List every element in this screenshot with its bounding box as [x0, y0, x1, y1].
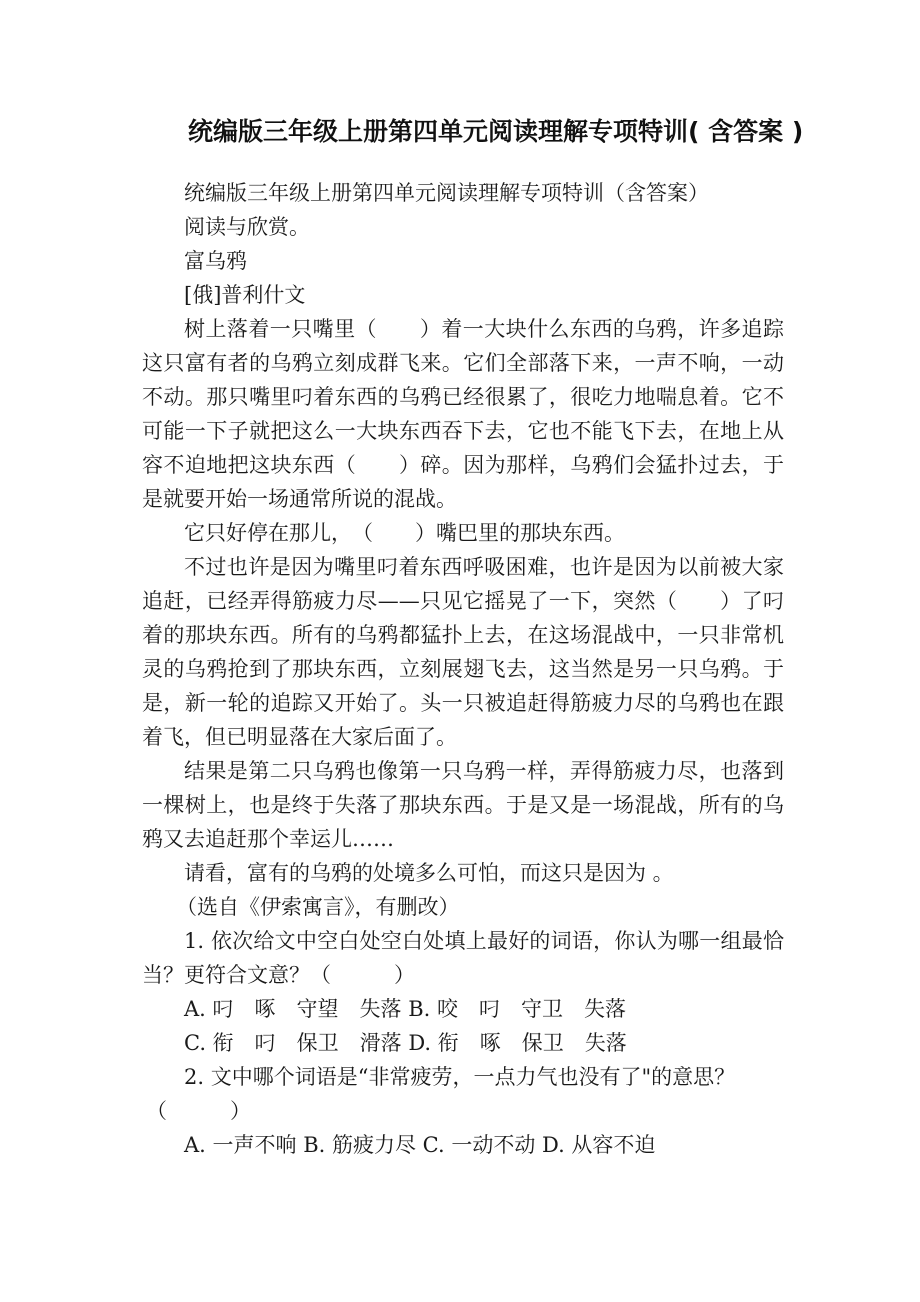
story-paragraph-4: 结果是第二只乌鸦也像第一只乌鸦一样，弄得筋疲力尽，也落到一棵树上，也是终于失落了那块东西。于是又是一场混战，所有的乌鸦又去追赶那个幸运儿……: [142, 759, 784, 851]
document-title: 统编版三年级上册第四单元阅读理解专项特训( 含答案 ): [188, 117, 804, 146]
question-1-options-row-1: A. 叼 啄 守望 失落 B. 咬 叼 守卫 失落: [184, 997, 626, 1021]
question-1-stem: 1. 依次给文中空白处空白处填上最好的词语，你认为哪一组最恰当？更符合文意？（ ）: [142, 929, 784, 987]
question-2-stem: 2. 文中哪个词语是“非常疲劳，一点力气也没有了"的意思？: [184, 1065, 736, 1089]
story-paragraph-5: 请看，富有的乌鸦的处境多么可怕，而这只是因为 。: [184, 861, 674, 885]
story-title: 富乌鸦: [184, 249, 247, 273]
question-2-options-row-1: A. 一声不响 B. 筋疲力尽 C. 一动不动 D. 从容不迫: [184, 1133, 656, 1157]
section-label: 阅读与欣赏。: [184, 215, 310, 239]
subtitle: 统编版三年级上册第四单元阅读理解专项特训（含答案）: [184, 181, 709, 205]
document-body: [142, 176, 784, 1162]
story-author: [俄]普利什文: [184, 283, 306, 307]
story-paragraph-2: 它只好停在那儿， （ ）嘴巴里的那块东西。: [184, 521, 625, 545]
story-source: （选自《伊索寓言》，有删改）: [176, 895, 460, 919]
story-paragraph-1: 树上落着一只嘴里（ ）着一大块什么东西的乌鸦，许多追踪这只富有者的乌鸦立刻成群飞来。它们全部落下来，一声不响，一动不动。那只嘴里叼着东西的乌鸦已经很累了，很吃力地喘息着。它不可能一下子就把这么一大块东西吞下去，它也不能飞下去，在地上从容不迫地把这块东西（ ）碎。因为那样，乌鸦们会猛扑过去，于是就要开始一场通常所说的混战。: [142, 317, 784, 511]
question-1-options-row-2: C. 衔 叼 保卫 滑落 D. 衔 啄 保卫 失落: [184, 1031, 627, 1055]
story-paragraph-3: 不过也许是因为嘴里叼着东西呼吸困难，也许是因为以前被大家追赶，已经弄得筋疲力尽——只见它摇晃了一下，突然（ ）了叼着的那块东西。所有的乌鸦都猛扑上去，在这场混战中，一只非常机灵的乌鸦抢到了那块东西，立刻展翅飞去，这当然是另一只乌鸦。于是，新一轮的追踪又开始了。头一只被追赶得筋疲力尽的乌鸦也在跟着飞，但已明显落在大家后面了。: [142, 555, 784, 749]
question-2-answer-blank: （ ）: [146, 1099, 251, 1123]
